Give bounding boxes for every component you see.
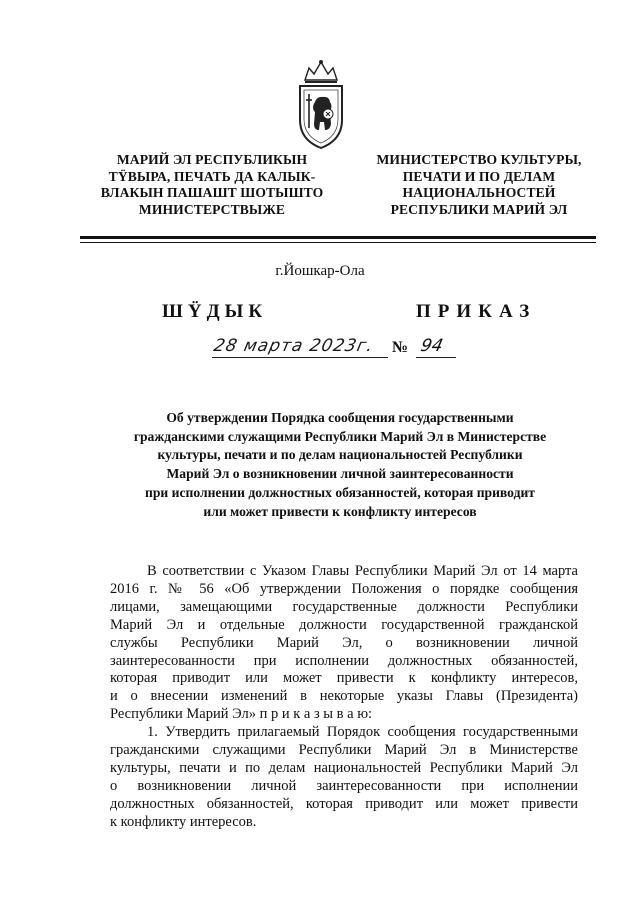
- title-line: культуры, печати и по делам национальностей Республики: [157, 447, 523, 463]
- header-right-line: РЕСПУБЛИКИ МАРИЙ ЭЛ: [390, 201, 568, 217]
- body-line: заинтересованности при исполнении должностных обязанностей,: [110, 652, 578, 669]
- doc-kind-russian: ПРИКАЗ: [416, 301, 537, 322]
- number-underline: [416, 357, 456, 358]
- header-divider-thin: [80, 242, 596, 243]
- coat-of-arms-icon: [295, 58, 347, 150]
- body-line: лицами, замещающими государственные должности Республики: [110, 598, 578, 615]
- doc-kind-mari: ШŸДЫК: [162, 301, 268, 322]
- body-line: Республики Марий Эл» п р и к а з ы в а ю:: [110, 706, 373, 723]
- city-name: г.Йошкар-Ола: [275, 263, 365, 279]
- body-line: и о внесении изменений в некоторые указы Главы (Президента): [110, 688, 578, 705]
- header-left-line: МИНИСТЕРСТВЫЖЕ: [138, 201, 286, 217]
- ministry-name-russian: [350, 152, 608, 218]
- order-number-handwritten: 94: [418, 336, 445, 356]
- body-line: о возникновении личной заинтересованности при исполнении: [110, 777, 578, 794]
- header-left-line: ВЛАКЫН ПАШАШТ ШОТЫШТО: [100, 185, 324, 200]
- title-line: Марий Эл о возникновении личной заинтересованности: [166, 466, 514, 482]
- header-right-line: ПЕЧАТИ И ПО ДЕЛАМ: [402, 168, 556, 184]
- body-line: 2016 г. № 56 «Об утверждении Положения о порядке сообщения: [110, 580, 578, 597]
- ministry-name-mari: [92, 152, 332, 218]
- title-line: Об утверждении Порядка сообщения государственными: [166, 410, 514, 425]
- body-line: В соответствии с Указом Главы Республики Марий Эл от 14 марта: [147, 563, 578, 579]
- header-right-line: НАЦИОНАЛЬНОСТЕЙ: [402, 185, 556, 200]
- header-right-line: МИНИСТЕРСТВО КУЛЬТУРЫ,: [376, 152, 582, 167]
- date-underline: [212, 357, 388, 358]
- body-line: Марий Эл и отдельные должности государственной гражданской: [110, 616, 578, 633]
- title-line: гражданскими служащими Республики Марий Эл в Министерстве: [133, 428, 547, 444]
- body-line: которая приводит или может привести к конфликту интересов,: [110, 670, 578, 687]
- body-line: к конфликту интересов.: [110, 813, 257, 830]
- header-divider-thick: [80, 236, 596, 239]
- body-line: должностных обязанностей, которая приводит или может привести: [110, 795, 578, 812]
- header-left-line: МАРИЙ ЭЛ РЕСПУБЛИКЫН: [116, 152, 308, 167]
- body-line: культуры, печати и по делам национальностей Республики Марий Эл: [110, 759, 578, 776]
- body-line: службы Республики Марий Эл, о возникновении личной: [110, 634, 578, 651]
- order-date-handwritten: 28 марта 2023г.: [211, 336, 376, 356]
- title-line: или может привести к конфликту интересов: [203, 503, 477, 519]
- body-line: гражданскими служащими Республики Марий Эл в Министерстве: [110, 742, 578, 759]
- header-left-line: ТŸВЫРА, ПЕЧАТЬ ДА КАЛЫК-: [108, 168, 316, 184]
- body-line: 1. Утвердить прилагаемый Порядок сообщения государственными: [147, 724, 578, 741]
- order-title: [110, 409, 570, 521]
- order-body: [110, 563, 578, 832]
- order-number-sign: №: [392, 339, 409, 356]
- title-line: при исполнении должностных обязанностей, которая приводит: [145, 484, 535, 500]
